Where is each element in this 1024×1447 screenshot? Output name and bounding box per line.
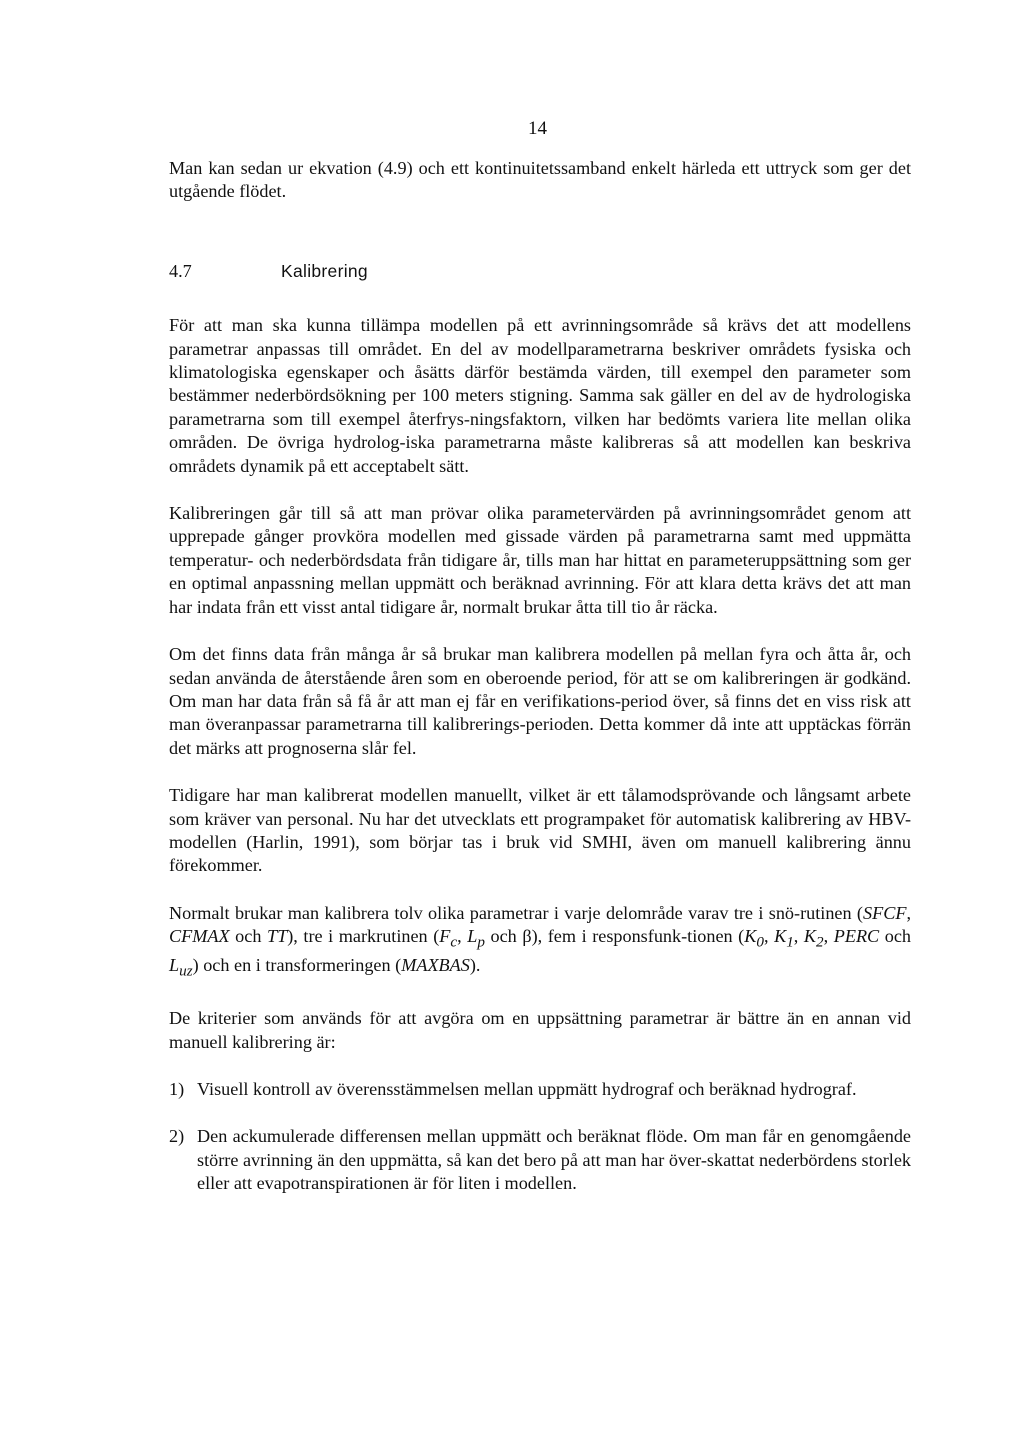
param-lp bbox=[467, 926, 485, 951]
param-lp-sub: p bbox=[477, 933, 485, 951]
param-sfcf: SFCF bbox=[863, 902, 907, 923]
list-item bbox=[169, 1078, 911, 1101]
paragraph: Om det finns data från många år så brukar man kalibrera modellen på mellan fyra och åtta år, och sedan använda de återstående åren som en oberoende period, för att se om kalibreringen är godkänd. Om man har data från så få år att man ej får en verifikations-period över, så finns det en viss risk att man överanpassar parametrarna till kalibrerings-perioden. Detta kommer då inte att upptäckas förrän det märks att prognoserna slår fel. bbox=[169, 644, 911, 758]
param-luz-sub: uz bbox=[179, 962, 193, 980]
param-lp-base: L bbox=[467, 926, 478, 947]
text-run: ) och en i transformeringen ( bbox=[192, 955, 402, 976]
param-cfmax: CFMAX bbox=[169, 926, 230, 947]
param-fc bbox=[439, 926, 458, 951]
page-number: 14 bbox=[528, 118, 547, 139]
text-run: , bbox=[793, 926, 804, 947]
paragraph: Tidigare har man kalibrerat modellen manuellt, vilket är ett tålamodsprövande och långsamt arbete som kräver van personal. Nu har det utvecklats ett programpaket för automatisk kalibrering av HBV-modellen (Harlin, 1991), som börjar tas i bruk vid SMHI, även om manuell kalibrering ännu förekommer. bbox=[169, 785, 911, 876]
text-run: och bbox=[229, 926, 268, 947]
section-number: 4.7 bbox=[169, 260, 192, 281]
text-run: ). bbox=[469, 955, 481, 976]
text-run: , bbox=[763, 926, 775, 947]
param-fc-base: F bbox=[439, 926, 451, 947]
text-run: och β), fem i responsfunk-tionen ( bbox=[484, 926, 745, 947]
list-marker: 2) bbox=[169, 1126, 185, 1147]
page-content bbox=[169, 157, 911, 1220]
list-item-text: Visuell kontroll av överensstämmelsen mellan uppmätt hydrograf och beräknad hydrograf. bbox=[197, 1079, 857, 1100]
param-luz-base: L bbox=[169, 955, 180, 976]
param-k0-sub: 0 bbox=[756, 933, 764, 951]
param-k0 bbox=[744, 926, 764, 951]
parameters-paragraph bbox=[169, 902, 911, 984]
text-run: , bbox=[906, 902, 911, 923]
section-title: Kalibrering bbox=[281, 260, 368, 281]
section-heading bbox=[169, 260, 911, 283]
text-run: , bbox=[457, 926, 468, 947]
list-item-text: Den ackumulerade differensen mellan uppmätt och beräknat flöde. Om man får en genomgående större avrinning än den uppmätta, så kan det bero på att man har över-skattat nederbördens storlek eller att evapotranspirationen är för liten i modellen. bbox=[197, 1126, 911, 1194]
param-fc-sub: c bbox=[450, 933, 458, 951]
param-maxbas: MAXBAS bbox=[401, 955, 470, 976]
paragraph: Kalibreringen går till så att man prövar olika parametervärden på avrinningsområdet genom att upprepade gånger provköra modellen med gissade värden på parametrarna samt med uppmätta temperatur- och nederbördsdata från tidigare år, tills man har hittat en parameteruppsättning som ger en optimal anpassning mellan uppmätt och beräknad avrinning. För att klara detta krävs det att man har indata från ett visst antal tidigare år, normalt brukar åtta till tio år räcka. bbox=[169, 503, 911, 617]
param-tt: TT bbox=[267, 926, 288, 947]
text-run: och bbox=[879, 926, 912, 947]
param-k0-base: K bbox=[744, 926, 757, 947]
text-run: , bbox=[823, 926, 834, 947]
param-luz bbox=[169, 955, 193, 980]
param-k1-sub: 1 bbox=[786, 933, 794, 951]
param-k1 bbox=[774, 926, 794, 951]
criteria-intro: De kriterier som används för att avgöra om en uppsättning parametrar är bättre än en annan vid manuell kalibrering är: bbox=[169, 1008, 911, 1052]
text-run: Normalt brukar man kalibrera tolv olika parametrar i varje delområde varav tre i snö-rutinen ( bbox=[169, 902, 863, 923]
list-item bbox=[169, 1125, 911, 1195]
param-k1-base: K bbox=[774, 926, 787, 947]
paragraph: För att man ska kunna tillämpa modellen på ett avrinningsområde så krävs det att modellens parametrar anpassas till området. En del av modellparametrarna beskriver områdets fysiska och klimatologiska egenskaper och åsätts därför bestämda värden, till exempel den parameter som bestämmer nederbördsökning per 100 meters stigning. Samma sak gäller en del av de hydrologiska parametrarna som till exempel återfrys-ningsfaktorn, vilken har bedömts variera lite mellan olika områden. De övriga hydrolog-iska parametrarna måste kalibreras så att modellen kan beskriva områdets dynamik på ett acceptabelt sätt. bbox=[169, 315, 911, 476]
intro-paragraph: Man kan sedan ur ekvation (4.9) och ett kontinuitetssamband enkelt härleda ett uttryck som ger det utgående flödet. bbox=[169, 158, 911, 202]
param-k2 bbox=[803, 926, 824, 951]
param-k2-base: K bbox=[803, 926, 817, 947]
text-run: ), tre i markrutinen ( bbox=[287, 926, 440, 947]
param-perc: PERC bbox=[833, 926, 880, 947]
list-marker: 1) bbox=[169, 1079, 185, 1100]
param-k2-sub: 2 bbox=[816, 933, 824, 951]
